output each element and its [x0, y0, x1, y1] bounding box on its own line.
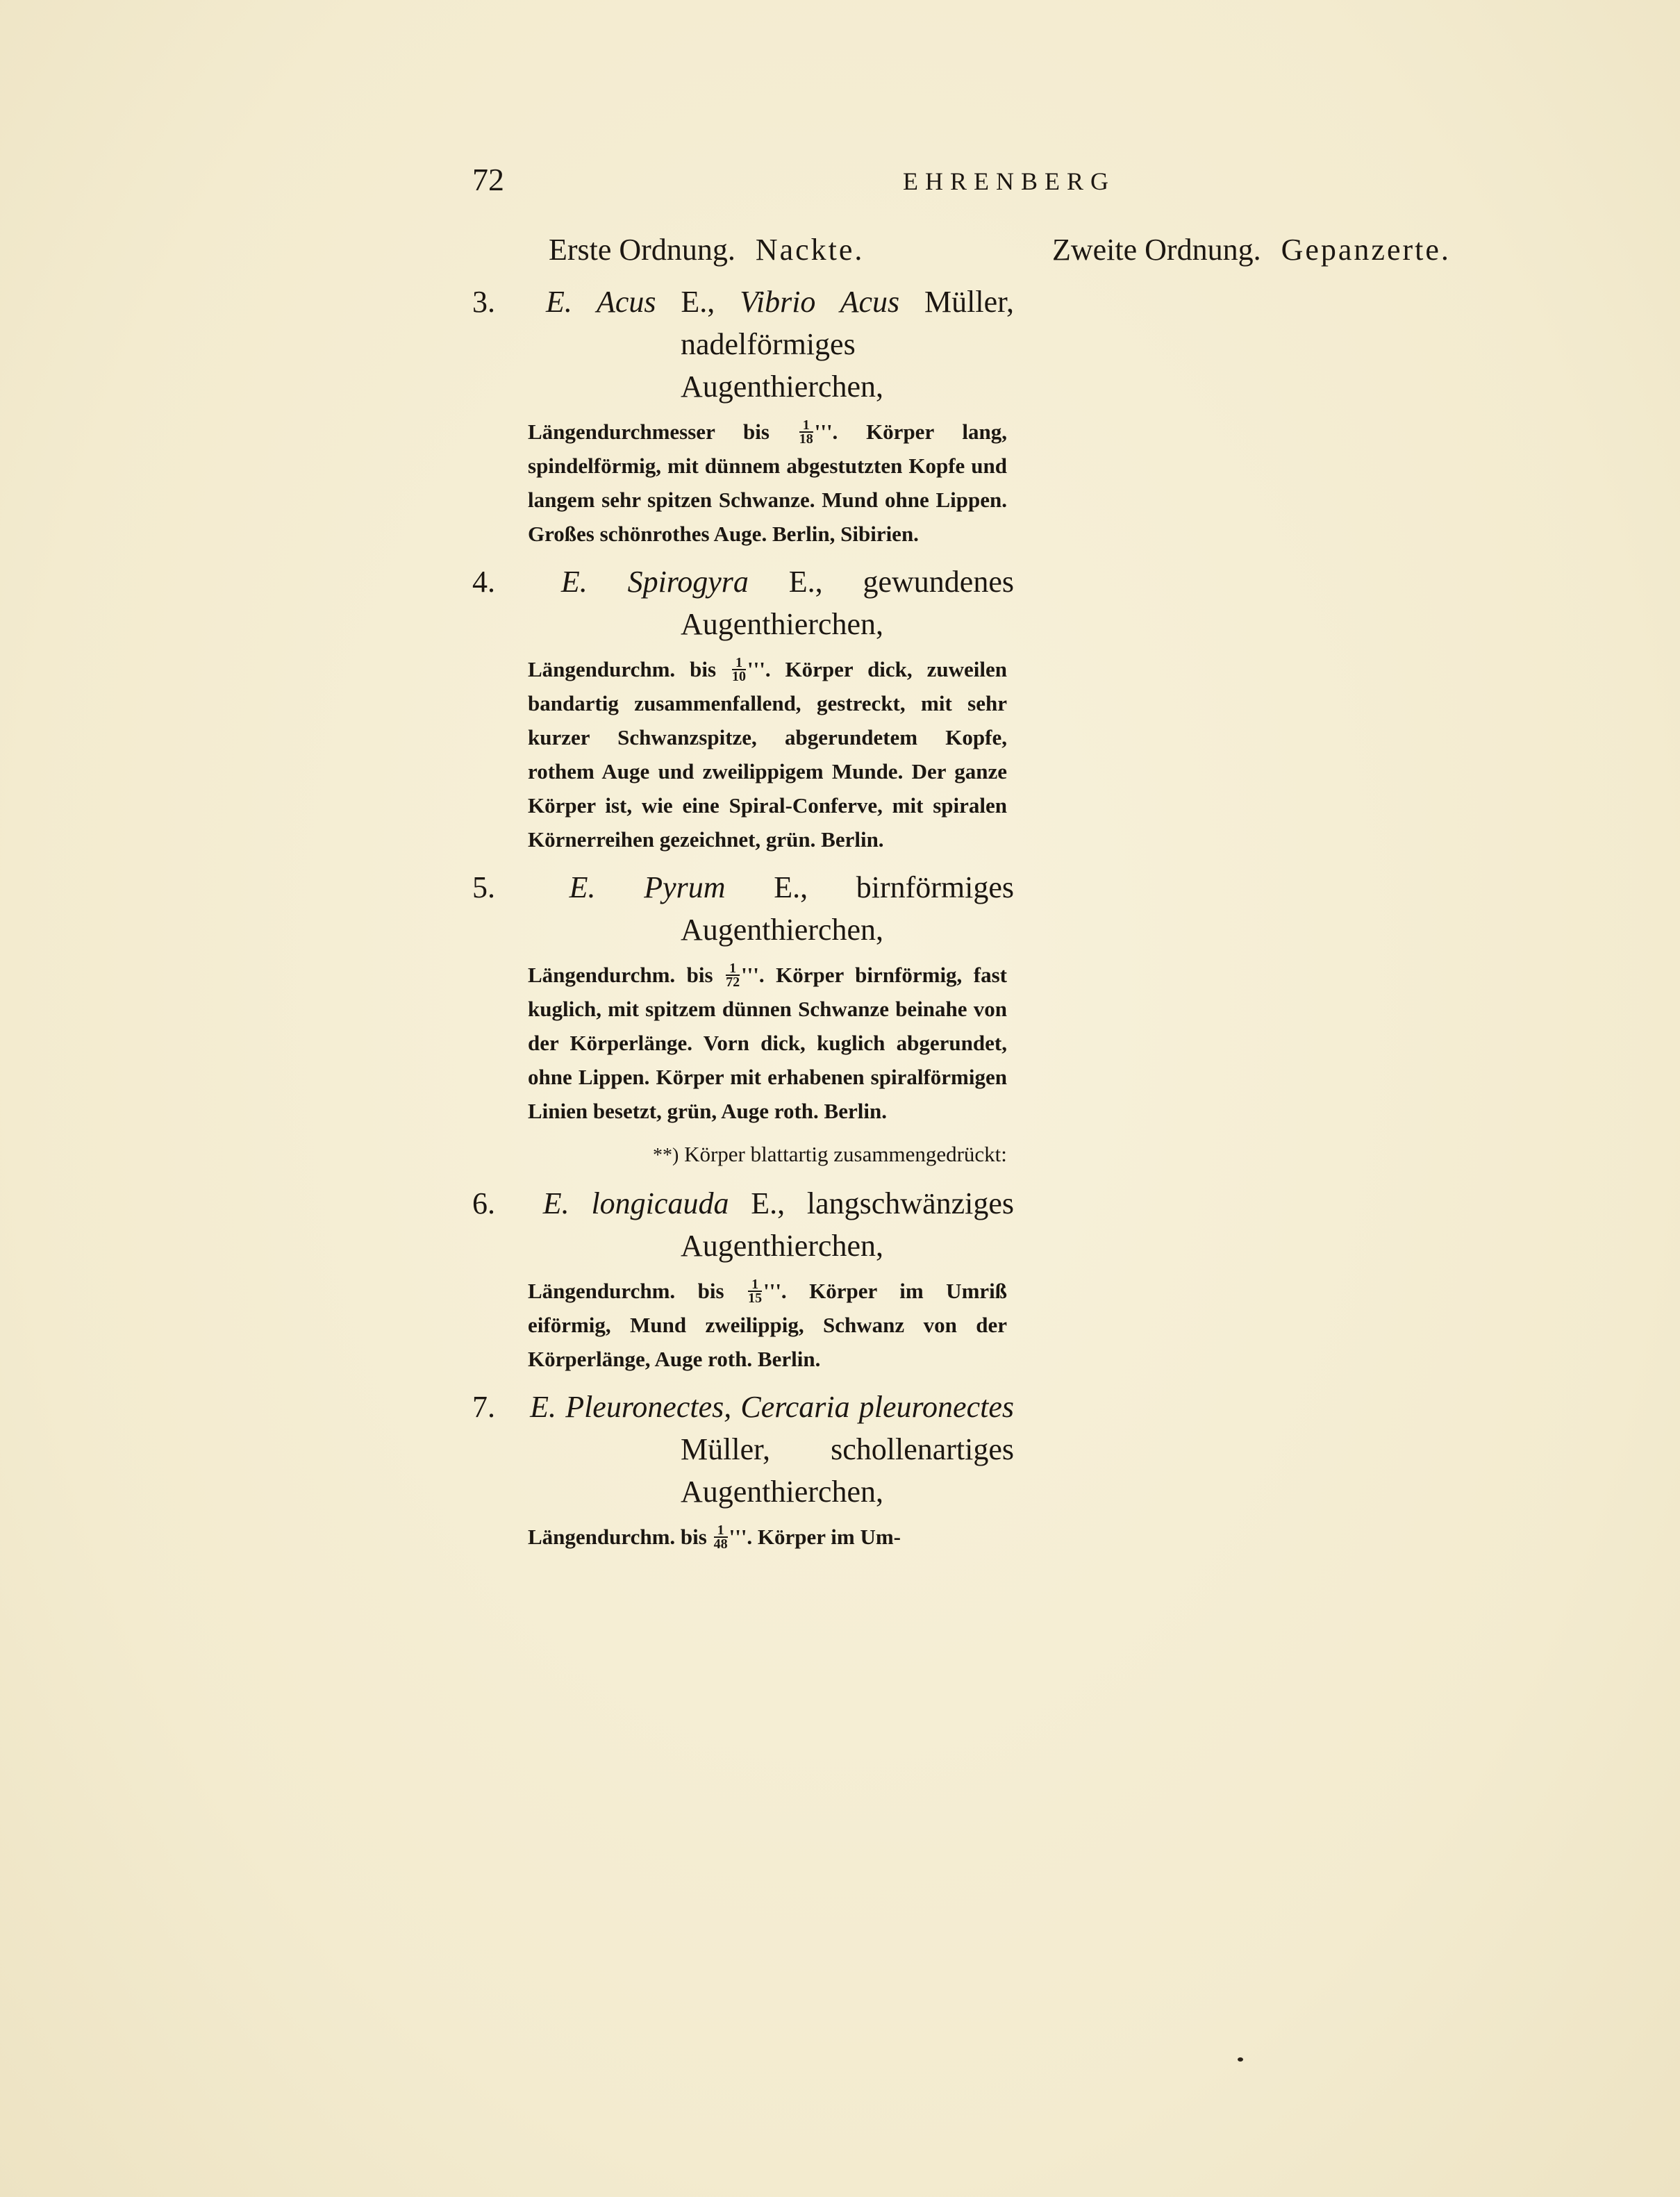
entry-description	[472, 958, 1014, 1128]
desc-lead: Längendurchm. bis	[528, 963, 713, 987]
synonym-name: Vibrio Acus	[740, 285, 900, 319]
entry-description	[472, 415, 1014, 551]
species-name: E. Pleuronectes,	[530, 1390, 732, 1424]
entry-7	[472, 1386, 1014, 1554]
order-heading-first	[472, 229, 1014, 271]
entry-description	[472, 652, 1014, 856]
desc-body: '''. Körper im Um-	[729, 1525, 901, 1549]
entry-heading-text: E., birnförmiges Augenthierchen,	[681, 870, 1015, 947]
entry-heading-text: Müller, schollenartiges Augenthierchen,	[681, 1432, 1014, 1509]
right-column	[1052, 229, 1552, 271]
entry-heading	[472, 866, 1014, 951]
order-heading-subtitle: Nackte.	[755, 233, 865, 267]
entry-number: 7.	[472, 1390, 495, 1424]
page-number: 72	[472, 162, 504, 197]
entry-number: 6.	[472, 1186, 495, 1220]
size-fraction	[732, 656, 746, 683]
fraction-numerator: 1	[714, 1524, 728, 1538]
entry-3	[472, 281, 1014, 551]
running-head	[472, 161, 1139, 210]
order-heading-title: Erste Ordnung.	[549, 233, 735, 267]
desc-body: '''. Körper dick, zuweilen bandartig zusammenfallend, gestreckt, mit sehr kurzer Schwanzspitze, abgerundetem Kopfe, rothem Auge und zweilippigem Munde. Der ganze Körper ist, wie eine Spiral-Conferve, mit spiralen Körnerreihen gezeichnet, grün. Berlin.	[528, 657, 1007, 852]
entry-number: 5.	[472, 870, 495, 904]
entry-4	[472, 561, 1014, 856]
entry-heading	[472, 281, 1014, 408]
synonym-name: Cercaria pleuronectes	[740, 1390, 1014, 1424]
size-fraction	[748, 1278, 762, 1304]
fraction-numerator: 1	[799, 419, 813, 433]
running-head-author: EHRENBERG	[903, 167, 1115, 195]
fraction-numerator: 1	[748, 1278, 762, 1292]
entry-description	[472, 1274, 1014, 1376]
entry-number: 4.	[472, 565, 495, 599]
entry-heading	[472, 561, 1014, 645]
entry-description	[472, 1520, 1014, 1554]
fraction-denominator: 10	[732, 669, 746, 684]
desc-lead: Längendurchm. bis	[528, 1279, 724, 1303]
species-name: E. Pyrum	[569, 870, 726, 904]
desc-lead: Längendurchmesser bis	[528, 420, 770, 444]
entry-heading-text: Müller, nadelförmiges Augenthierchen,	[681, 285, 1015, 404]
desc-lead: Längendurchm. bis	[528, 1525, 707, 1549]
size-fraction	[714, 1524, 728, 1550]
order-heading-title: Zweite Ordnung.	[1052, 233, 1261, 267]
size-fraction	[726, 962, 740, 988]
fraction-denominator: 48	[713, 1536, 728, 1552]
entry-number: 3.	[472, 285, 495, 319]
fraction-numerator: 1	[726, 962, 740, 976]
fraction-denominator: 15	[748, 1291, 763, 1306]
entry-heading	[472, 1386, 1014, 1513]
subsection-mark: **)	[653, 1145, 679, 1166]
entry-heading-text: E.,	[681, 285, 715, 319]
species-name: E. longicauda	[542, 1186, 729, 1220]
fraction-denominator: 72	[726, 975, 740, 990]
species-name: E. Acus	[545, 285, 656, 319]
desc-body: '''. Körper im Umriß eiförmig, Mund zweilippig, Schwanz von der Körperlänge, Auge roth. Berlin.	[528, 1279, 1008, 1371]
entry-heading-text: E., langschwänziges Augenthierchen,	[681, 1186, 1015, 1263]
left-column	[472, 229, 1014, 1554]
desc-lead: Längendurchm. bis	[528, 657, 717, 681]
order-heading-second	[1052, 229, 1552, 271]
subsection-heading	[472, 1138, 1014, 1172]
desc-body: '''. Körper birnförmig, fast kuglich, mit spitzem dünnen Schwanze beinahe von der Körperlänge. Vorn dick, kuglich abgerundet, ohne Lippen. Körper mit erhabenen spiralförmigen Linien besetzt, grün, Auge roth. Berlin.	[528, 963, 1007, 1123]
entry-heading-text: E., gewundenes Augenthierchen,	[681, 565, 1014, 641]
ink-spot	[1238, 2057, 1243, 2062]
order-heading-subtitle: Gepanzerte.	[1281, 233, 1451, 267]
species-name: E. Spirogyra	[560, 565, 749, 599]
entry-5	[472, 866, 1014, 1128]
size-fraction	[799, 419, 813, 445]
entry-6	[472, 1182, 1014, 1376]
subsection-text: Körper blattartig zusammengedrückt:	[684, 1142, 1007, 1166]
entry-heading	[472, 1182, 1014, 1267]
fraction-denominator: 18	[799, 431, 813, 447]
fraction-numerator: 1	[732, 656, 746, 670]
desc-body: '''. Körper lang, spindelförmig, mit dünnem abgestutzten Kopfe und langem sehr spitzen Schwanze. Mund ohne Lippen. Großes schönrothes Auge. Berlin, Sibirien.	[528, 420, 1008, 546]
